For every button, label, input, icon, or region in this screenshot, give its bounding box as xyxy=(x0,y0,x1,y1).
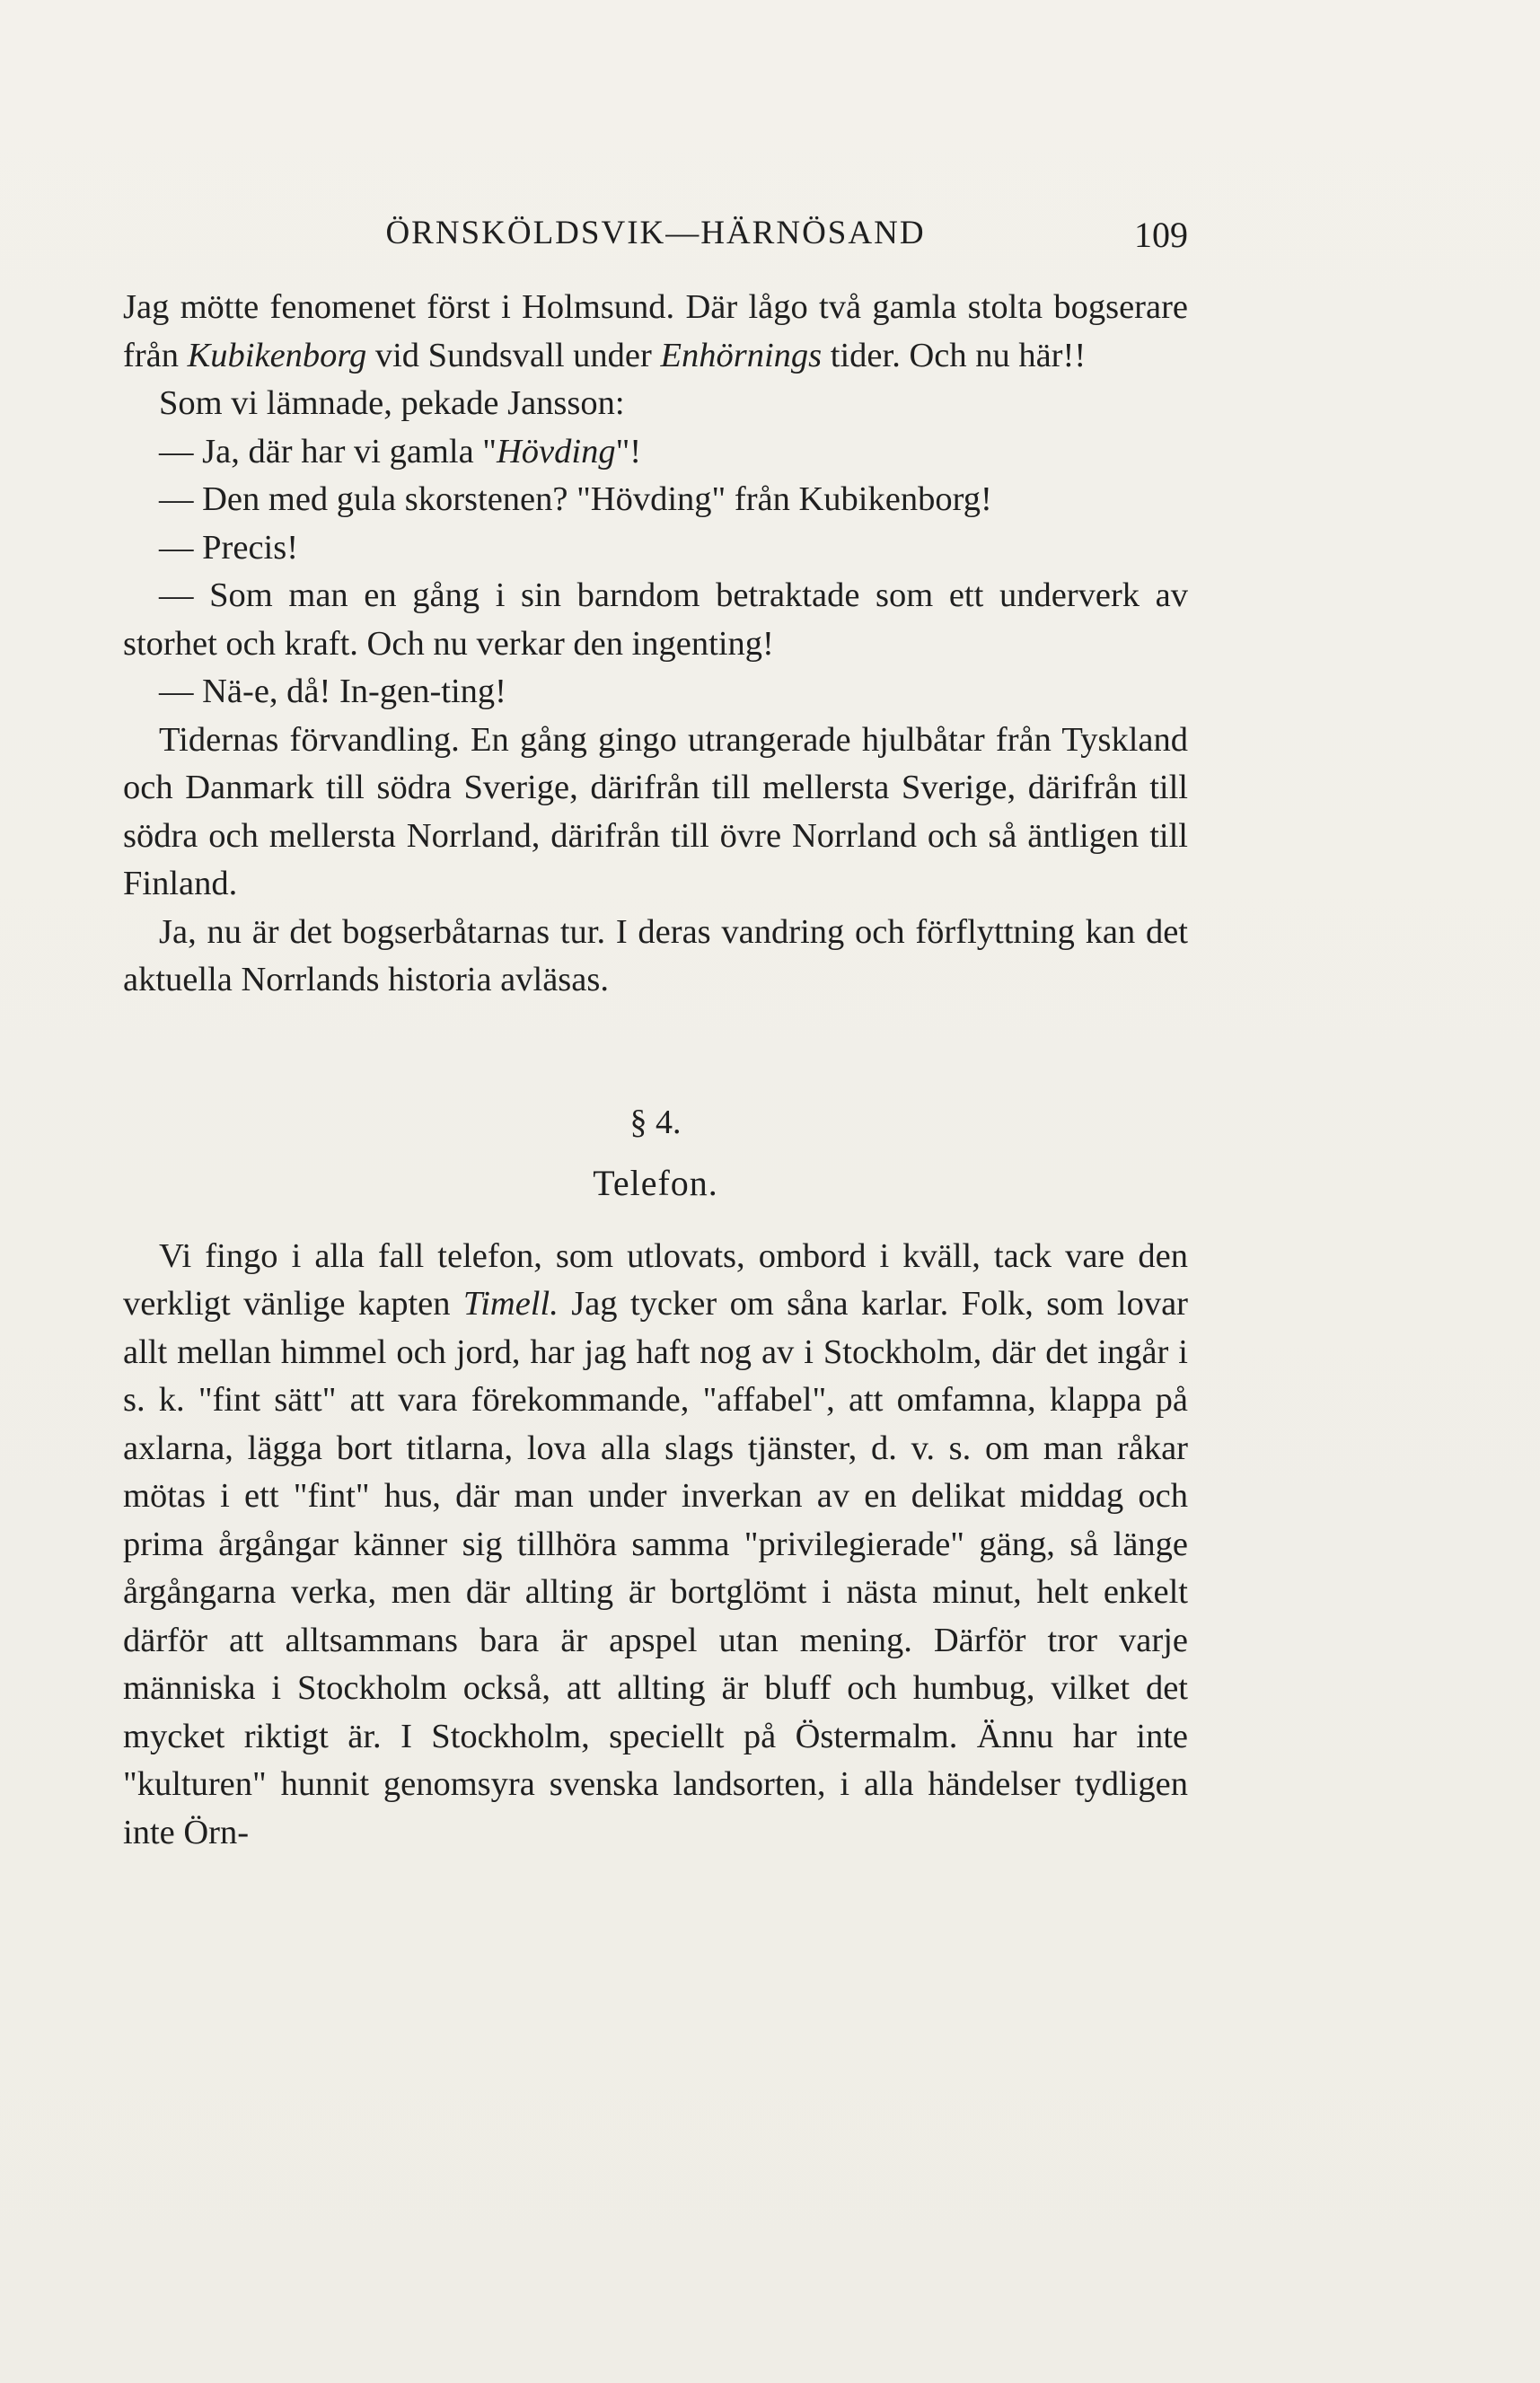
italic-ship-name: Hövding xyxy=(497,432,616,470)
italic-name: Timell. xyxy=(462,1285,559,1323)
text-run: Jag tycker om såna karlar. Folk, som lovar allt mellan himmel och jord, har jag haft nog av i Stockholm, där det ingår i s. k. "fint sätt" att vara förekommande, "affabel", att omfamna, klappa på axlarna, lägga bort titlarna, lova alla slags tjänster, d. v. s. om man råkar mötas i ett "fint" hus, där man under inverkan av en delikat middag och prima årgångar känner sig tillhöra samma "privilegierade" gäng, så länge årgångarna verka, men där allting är bortglömt i nästa minut, helt enkelt därför att alltsammans bara är apspel utan mening. Därför tror varje människa i Stockholm också, att allting är bluff och humbug, vilket det mycket riktigt är. I Stockholm, speciellt på Östermalm. Ännu har inte "kulturen" hunnit genomsyra svenska landsorten, i alla händelser tydligen inte Örn- xyxy=(123,1285,1188,1851)
italic-ship-name: Enhörnings xyxy=(660,336,823,374)
dialogue-line xyxy=(123,428,1188,477)
italic-ship-name: Kubikenborg xyxy=(187,336,367,374)
paragraph: Som vi lämnade, pekade Jansson: xyxy=(159,384,625,422)
text-run: Vi fingo i alla fall telefon, som utlovats, ombord i kväll, tack vare den verkligt vänlige kapten xyxy=(123,1236,1188,1323)
page-body xyxy=(123,284,1188,1857)
section-mark: § 4. xyxy=(629,1103,682,1141)
running-title: ÖRNSKÖLDSVIK—HÄRNÖSAND xyxy=(385,215,926,251)
page-number: 109 xyxy=(1134,215,1188,255)
paragraph: Ja, nu är det bogserbåtarnas tur. I deras vandring och förflyttning kan det aktuella Norrlands historia avläsas. xyxy=(123,912,1188,998)
text-run: "! xyxy=(615,432,642,470)
text-run: Jag mötte fenomenet först i Holmsund. Där lågo två gamla stolta bogserare från xyxy=(123,288,1188,374)
text-run: — Ja, där har vi gamla " xyxy=(159,432,497,470)
text-run: vid Sundsvall under xyxy=(366,336,661,374)
dialogue-line: — Nä-e, då! In-gen-ting! xyxy=(159,673,506,710)
dialogue-line: — Som man en gång i sin barndom betraktade som ett underverk av storhet och kraft. Och nu verkar den ingenting! xyxy=(123,576,1188,663)
title-gap xyxy=(123,1213,1188,1233)
dialogue-line: — Precis! xyxy=(159,528,299,567)
page-header xyxy=(123,214,1188,268)
section-title: Telefon. xyxy=(593,1162,718,1203)
dialogue-line: — Den med gula skorstenen? "Hövding" från Kubikenborg! xyxy=(159,480,992,518)
paragraph xyxy=(123,284,1188,380)
paragraph xyxy=(123,1233,1188,1858)
section-spacer xyxy=(123,1005,1188,1091)
paragraph: Tidernas förvandling. En gång gingo utrangerade hjulbåtar från Tyskland och Danmark till södra Sverige, därifrån till mellersta Sverige, därifrån till södra och mellersta Norrland, därifrån till övre Norrland och så äntligen till Finland. xyxy=(123,720,1188,902)
text-run: tider. Och nu här!! xyxy=(822,336,1087,374)
